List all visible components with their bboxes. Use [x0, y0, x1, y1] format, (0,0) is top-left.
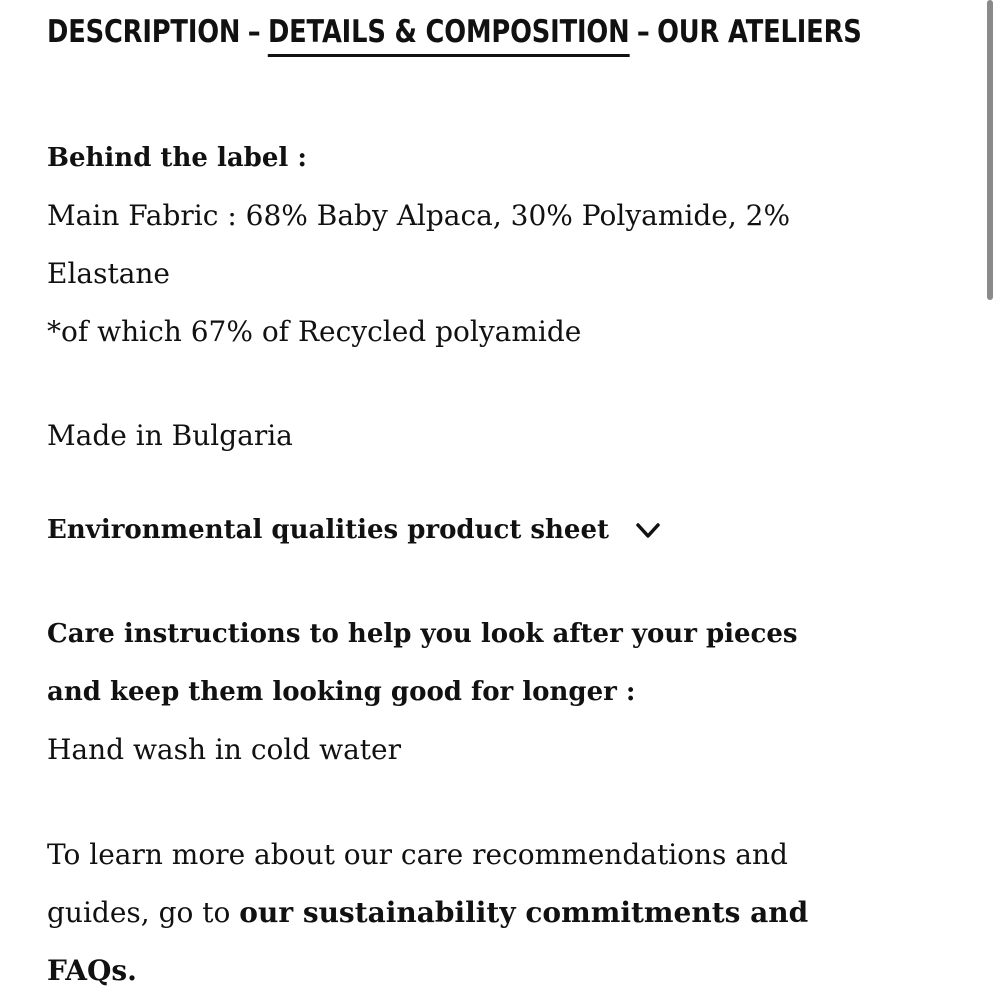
learn-more-section [47, 826, 927, 1000]
main-fabric-line: Main Fabric : 68% Baby Alpaca, 30% Polyamide, 2% [47, 199, 791, 232]
care-heading-line: Care instructions to help you look after your pieces [47, 619, 798, 649]
faqs-link[interactable]: FAQs. [47, 954, 137, 987]
environmental-sheet-toggle[interactable] [47, 501, 661, 559]
tab-separator: – [636, 14, 650, 50]
behind-label-heading: Behind the label : [47, 143, 307, 173]
care-instruction: Hand wash in cold water [47, 733, 402, 766]
composition-section [47, 129, 927, 361]
tab-description[interactable]: DESCRIPTION [47, 14, 241, 50]
learn-more-line: To learn more about our care recommendations and [47, 838, 788, 871]
origin-text: Made in Bulgaria [47, 419, 293, 452]
scrollbar[interactable] [987, 0, 993, 300]
care-section [47, 605, 927, 779]
recycled-note: *of which 67% of Recycled polyamide [47, 315, 582, 348]
care-heading-line-continued: and keep them looking good for longer : [47, 677, 636, 707]
chevron-down-icon [635, 517, 661, 543]
tab-details-composition[interactable]: DETAILS & COMPOSITION [268, 14, 630, 57]
main-fabric-line-continued: Elastane [47, 257, 171, 290]
learn-more-line-continued [47, 884, 927, 942]
product-info-tabs [47, 14, 862, 64]
tab-our-ateliers[interactable]: OUR ATELIERS [657, 14, 862, 50]
sustainability-link[interactable]: our sustainability commitments and [239, 896, 809, 929]
tab-separator: – [247, 14, 261, 50]
learn-more-prefix: guides, go to [47, 896, 240, 929]
environmental-sheet-label: Environmental qualities product sheet [47, 515, 610, 545]
